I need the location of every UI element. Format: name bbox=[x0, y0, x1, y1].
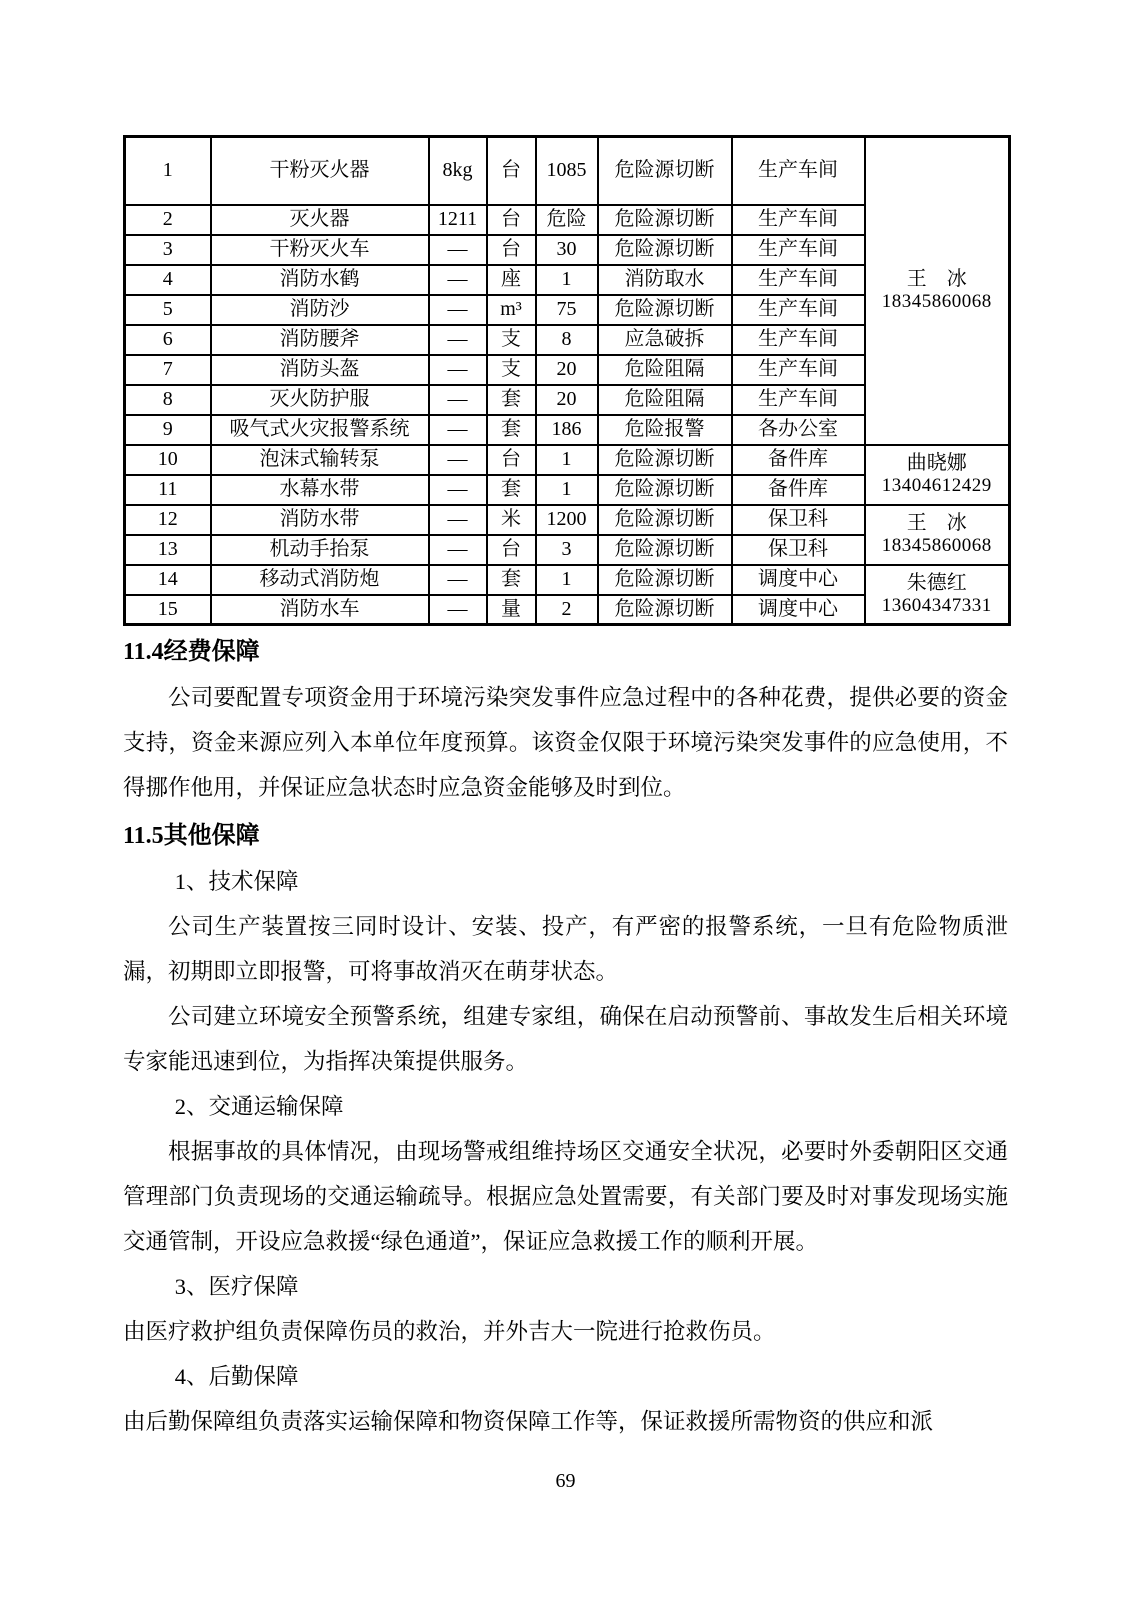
cell-unit: 支 bbox=[487, 325, 536, 355]
cell-name: 消防沙 bbox=[211, 295, 429, 325]
cell-location: 生产车间 bbox=[732, 137, 865, 205]
table-row bbox=[125, 565, 1010, 595]
cell-no: 5 bbox=[125, 295, 211, 325]
cell-unit: 支 bbox=[487, 355, 536, 385]
cell-qty: 1 bbox=[536, 475, 598, 505]
cell-qty: 危险 bbox=[536, 205, 598, 235]
document-body bbox=[123, 626, 1008, 1444]
table-row bbox=[125, 137, 1010, 205]
cell-spec: — bbox=[429, 235, 487, 265]
cell-no: 7 bbox=[125, 355, 211, 385]
cell-name: 泡沫式输转泵 bbox=[211, 445, 429, 475]
cell-name: 消防水鹤 bbox=[211, 265, 429, 295]
cell-location: 生产车间 bbox=[732, 325, 865, 355]
cell-purpose: 危险报警 bbox=[598, 415, 732, 445]
cell-name: 消防头盔 bbox=[211, 355, 429, 385]
cell-no: 3 bbox=[125, 235, 211, 265]
cell-location: 生产车间 bbox=[732, 235, 865, 265]
paragraph-tech-1: 公司生产装置按三同时设计、安装、投产，有严密的报警系统，一旦有危险物质泄漏，初期即立即报警，可将事故消灭在萌芽状态。 bbox=[123, 914, 1008, 984]
cell-location: 生产车间 bbox=[732, 385, 865, 415]
cell-spec: — bbox=[429, 475, 487, 505]
cell-no: 15 bbox=[125, 595, 211, 625]
contact-name: 王 冰 bbox=[906, 512, 967, 535]
cell-qty: 186 bbox=[536, 415, 598, 445]
cell-name: 机动手抬泵 bbox=[211, 535, 429, 565]
cell-spec: — bbox=[429, 445, 487, 475]
cell-spec: — bbox=[429, 295, 487, 325]
cell-name: 灭火防护服 bbox=[211, 385, 429, 415]
cell-unit: 座 bbox=[487, 265, 536, 295]
cell-qty: 1200 bbox=[536, 505, 598, 535]
cell-qty: 30 bbox=[536, 235, 598, 265]
cell-purpose: 危险源切断 bbox=[598, 205, 732, 235]
cell-purpose: 危险源切断 bbox=[598, 565, 732, 595]
cell-spec: — bbox=[429, 355, 487, 385]
cell-spec: — bbox=[429, 535, 487, 565]
cell-contact bbox=[865, 565, 1010, 625]
cell-spec: 1211 bbox=[429, 205, 487, 235]
cell-contact bbox=[865, 137, 1010, 445]
section-heading-11-5: 11.5其他保障 bbox=[123, 823, 260, 849]
cell-purpose: 应急破拆 bbox=[598, 325, 732, 355]
cell-qty: 75 bbox=[536, 295, 598, 325]
table-row bbox=[125, 445, 1010, 475]
cell-no: 4 bbox=[125, 265, 211, 295]
cell-name: 干粉灭火器 bbox=[211, 137, 429, 205]
cell-no: 6 bbox=[125, 325, 211, 355]
cell-purpose: 危险阻隔 bbox=[598, 385, 732, 415]
cell-location: 各办公室 bbox=[732, 415, 865, 445]
cell-unit: 套 bbox=[487, 565, 536, 595]
cell-qty: 2 bbox=[536, 595, 598, 625]
cell-no: 8 bbox=[125, 385, 211, 415]
cell-unit: 台 bbox=[487, 445, 536, 475]
cell-no: 13 bbox=[125, 535, 211, 565]
cell-unit: 套 bbox=[487, 385, 536, 415]
cell-qty: 20 bbox=[536, 385, 598, 415]
cell-unit: 套 bbox=[487, 415, 536, 445]
cell-unit: 台 bbox=[487, 205, 536, 235]
cell-qty: 3 bbox=[536, 535, 598, 565]
cell-location: 生产车间 bbox=[732, 295, 865, 325]
cell-qty: 1085 bbox=[536, 137, 598, 205]
cell-no: 9 bbox=[125, 415, 211, 445]
cell-qty: 20 bbox=[536, 355, 598, 385]
paragraph-tech-2: 公司建立环境安全预警系统，组建专家组，确保在启动预警前、事故发生后相关环境专家能迅速到位，为指挥决策提供服务。 bbox=[123, 1004, 1008, 1074]
cell-name: 移动式消防炮 bbox=[211, 565, 429, 595]
cell-no: 10 bbox=[125, 445, 211, 475]
cell-purpose: 危险源切断 bbox=[598, 445, 732, 475]
cell-no: 2 bbox=[125, 205, 211, 235]
cell-no: 1 bbox=[125, 137, 211, 205]
cell-location: 生产车间 bbox=[732, 205, 865, 235]
cell-name: 消防水车 bbox=[211, 595, 429, 625]
cell-location: 备件库 bbox=[732, 475, 865, 505]
cell-no: 12 bbox=[125, 505, 211, 535]
contact-name: 曲晓娜 bbox=[906, 452, 967, 475]
cell-unit: 量 bbox=[487, 595, 536, 625]
cell-name: 干粉灭火车 bbox=[211, 235, 429, 265]
cell-location: 生产车间 bbox=[732, 355, 865, 385]
cell-qty: 1 bbox=[536, 565, 598, 595]
emergency-equipment-table bbox=[123, 135, 1011, 626]
cell-spec: — bbox=[429, 385, 487, 415]
cell-purpose: 危险源切断 bbox=[598, 475, 732, 505]
cell-spec: — bbox=[429, 565, 487, 595]
cell-location: 生产车间 bbox=[732, 265, 865, 295]
cell-qty: 1 bbox=[536, 265, 598, 295]
cell-location: 保卫科 bbox=[732, 505, 865, 535]
cell-name: 消防腰斧 bbox=[211, 325, 429, 355]
cell-name: 水幕水带 bbox=[211, 475, 429, 505]
cell-purpose: 消防取水 bbox=[598, 265, 732, 295]
cell-unit: 套 bbox=[487, 475, 536, 505]
cell-unit: 台 bbox=[487, 137, 536, 205]
cell-spec: — bbox=[429, 325, 487, 355]
cell-contact bbox=[865, 505, 1010, 565]
contact-phone: 18345860068 bbox=[881, 291, 992, 313]
cell-purpose: 危险源切断 bbox=[598, 595, 732, 625]
table-row bbox=[125, 505, 1010, 535]
contact-name: 朱德红 bbox=[906, 571, 967, 594]
contact-name: 王 冰 bbox=[906, 268, 967, 291]
paragraph-transport: 根据事故的具体情况，由现场警戒组维持场区交通安全状况，必要时外委朝阳区交通管理部门负责现场的交通运输疏导。根据应急处置需要，有关部门要及时对事发现场实施交通管制，开设应急救援“绿色通道”，保证应急救援工作的顺利开展。 bbox=[123, 1139, 1008, 1254]
cell-purpose: 危险源切断 bbox=[598, 137, 732, 205]
cell-qty: 8 bbox=[536, 325, 598, 355]
cell-purpose: 危险源切断 bbox=[598, 235, 732, 265]
cell-name: 灭火器 bbox=[211, 205, 429, 235]
cell-name: 消防水带 bbox=[211, 505, 429, 535]
list-item-3-title: 3、医疗保障 bbox=[174, 1274, 299, 1299]
cell-purpose: 危险源切断 bbox=[598, 505, 732, 535]
cell-qty: 1 bbox=[536, 445, 598, 475]
cell-location: 备件库 bbox=[732, 445, 865, 475]
cell-location: 调度中心 bbox=[732, 595, 865, 625]
cell-spec: — bbox=[429, 505, 487, 535]
contact-phone: 18345860068 bbox=[881, 535, 992, 557]
paragraph-funding: 公司要配置专项资金用于环境污染突发事件应急过程中的各种花费，提供必要的资金支持，资金来源应列入本单位年度预算。该资金仅限于环境污染突发事件的应急使用，不得挪作他用，并保证应急状态时应急资金能够及时到位。 bbox=[123, 685, 1008, 800]
cell-location: 保卫科 bbox=[732, 535, 865, 565]
cell-purpose: 危险源切断 bbox=[598, 295, 732, 325]
cell-unit: 米 bbox=[487, 505, 536, 535]
cell-spec: — bbox=[429, 415, 487, 445]
list-item-4-title: 4、后勤保障 bbox=[174, 1364, 299, 1389]
list-item-1-title: 1、技术保障 bbox=[174, 869, 299, 894]
cell-spec: — bbox=[429, 265, 487, 295]
cell-name: 吸气式火灾报警系统 bbox=[211, 415, 429, 445]
section-heading-11-4: 11.4经费保障 bbox=[123, 639, 260, 665]
cell-spec: — bbox=[429, 595, 487, 625]
paragraph-medical: 由医疗救护组负责保障伤员的救治，并外吉大一院进行抢救伤员。 bbox=[123, 1319, 776, 1344]
contact-phone: 13604347331 bbox=[881, 594, 992, 616]
page-number: 69 bbox=[555, 1470, 576, 1492]
cell-no: 14 bbox=[125, 565, 211, 595]
cell-contact bbox=[865, 445, 1010, 505]
cell-spec: 8kg bbox=[429, 137, 487, 205]
cell-unit: 台 bbox=[487, 235, 536, 265]
list-item-2-title: 2、交通运输保障 bbox=[174, 1094, 344, 1119]
cell-purpose: 危险阻隔 bbox=[598, 355, 732, 385]
paragraph-logistics: 由后勤保障组负责落实运输保障和物资保障工作等，保证救援所需物资的供应和派 bbox=[123, 1409, 934, 1434]
contact-phone: 13404612429 bbox=[881, 475, 992, 497]
cell-purpose: 危险源切断 bbox=[598, 535, 732, 565]
cell-unit: 台 bbox=[487, 535, 536, 565]
cell-unit: m³ bbox=[487, 295, 536, 325]
cell-no: 11 bbox=[125, 475, 211, 505]
cell-location: 调度中心 bbox=[732, 565, 865, 595]
